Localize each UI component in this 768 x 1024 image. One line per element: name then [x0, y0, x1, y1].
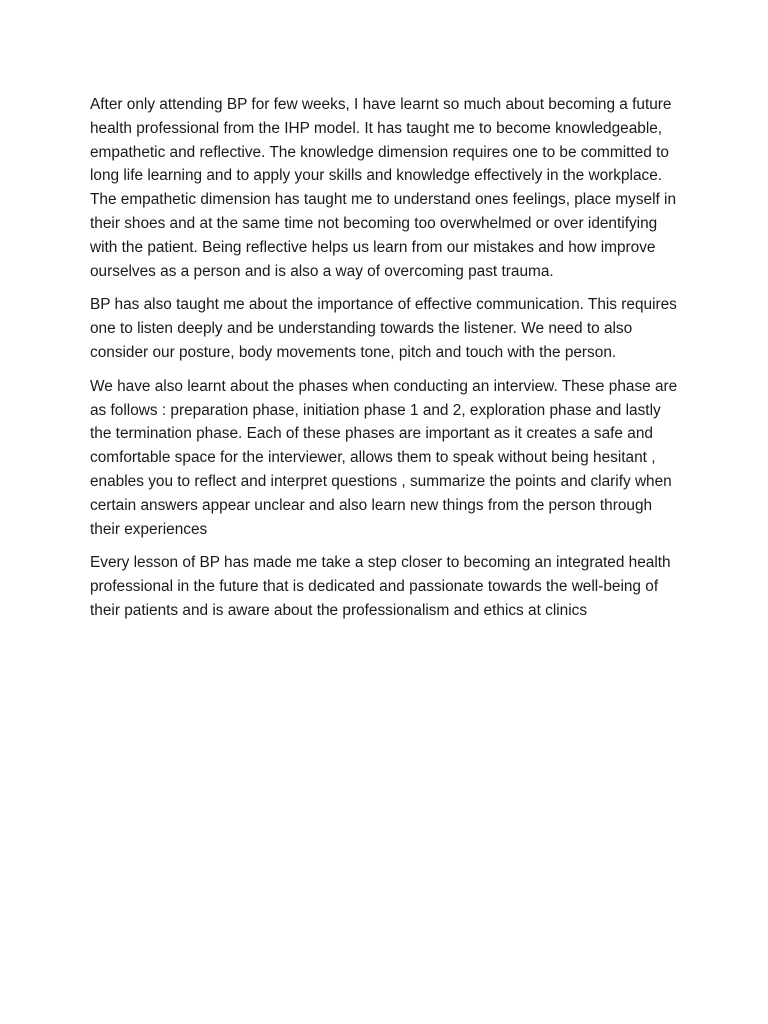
paragraph-3: We have also learnt about the phases when conducting an interview. These phase are as follows : preparation phase, initiation phase 1 and 2, exploration phase and lastly the termination phase. Each of these phases are important as it creates a safe and comfortable space for the interviewer, allows them to speak without being hesitant , enables you to reflect and interpret questions , summarize the points and clarify when certain answers appear unclear and also learn new things from the person through their experiences	[90, 377, 678, 538]
paragraph-4: Every lesson of BP has made me take a step closer to becoming an integrated health professional in the future that is dedicated and passionate towards the well-being of their patients and is aware about the professionalism and ethics at clinics	[90, 554, 671, 619]
document-body	[90, 93, 680, 633]
paragraph-2: BP has also taught me about the importance of effective communication. This requires one to listen deeply and be understanding towards the listener. We need to also consider our posture, body movements tone, pitch and touch with the person.	[90, 296, 677, 361]
paragraph-1: After only attending BP for few weeks, I have learnt so much about becoming a future health professional from the IHP model. It has taught me to become knowledgeable, empathetic and reflective. The knowledge dimension requires one to be committed to long life learning and to apply your skills and knowledge effectively in the workplace. The empathetic dimension has taught me to understand ones feelings, place myself in their shoes and at the same time not becoming too overwhelmed or over identifying with the patient. Being reflective helps us learn from our mistakes and how improve ourselves as a person and is also a way of overcoming past trauma.	[90, 96, 677, 280]
